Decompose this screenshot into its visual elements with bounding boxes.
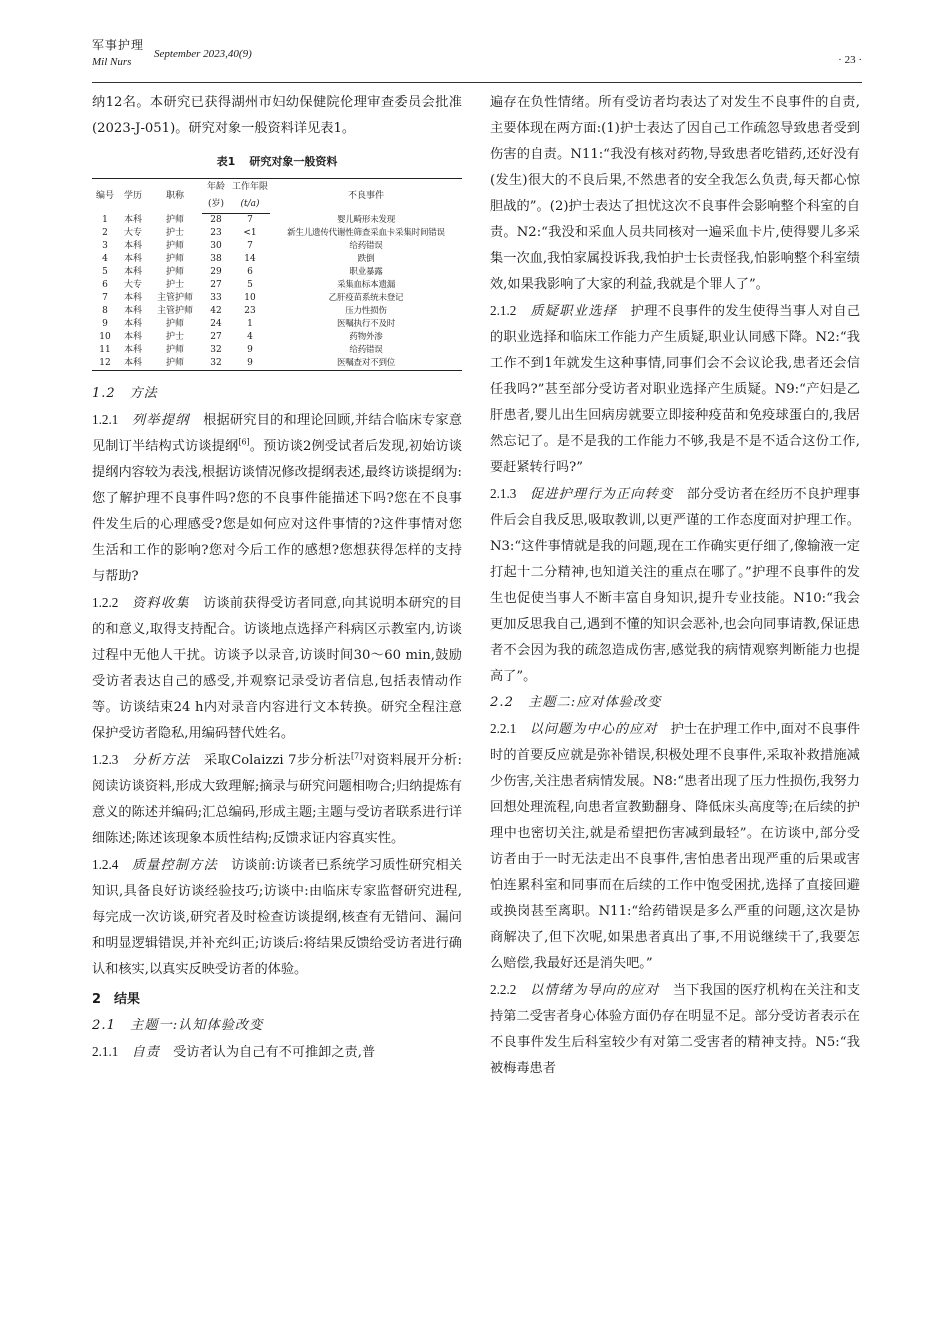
table-row — [92, 344, 462, 357]
cell-no: 6 — [102, 280, 108, 290]
table-title: 研究对象一般资料 — [249, 155, 338, 168]
cell-event: 婴儿畸形未发现 — [336, 214, 396, 225]
cell-years: 7 — [247, 215, 253, 225]
cell-years: 9 — [230, 357, 270, 371]
cell-title: 护师 — [165, 319, 184, 329]
cell-no: 2 — [102, 228, 108, 238]
col-header-edu: 学历 — [118, 179, 148, 214]
cell-edu: 大专 — [123, 228, 142, 238]
cell-age: 33 — [210, 293, 222, 303]
section-2-1-1: 2.1.1 自责 受访者认为自己有不可推卸之责,普 — [92, 1044, 376, 1060]
section-2-1-2-title: 质疑职业选择 — [530, 304, 618, 319]
subjects-table — [92, 178, 462, 371]
cell-years: 9 — [247, 345, 253, 355]
heading-2: 2 结果 — [92, 992, 141, 1007]
cell-no: 5 — [102, 267, 108, 277]
section-1-2-2-title: 资料收集 — [132, 596, 190, 611]
table-row — [92, 240, 462, 253]
col-header-no: 编号 — [92, 179, 118, 214]
cell-event: 职业暴露 — [349, 267, 383, 277]
table-row — [92, 253, 462, 266]
col-header-age-unit: (岁) — [202, 196, 230, 214]
cell-event: 给药错误 — [349, 345, 383, 355]
cell-years: 6 — [247, 267, 253, 277]
section-2-1-2: 2.1.2 质疑职业选择 护理不良事件的发生使得当事人对自己的职业选择和临床工作能力产生质疑,职业认同感下降。N2:“我工作不到1年就发生这种事情,同事们会不会议论我,患者还会信任我吗?”甚至部分受访者对职业选择产生质疑。N9:“产妇是乙肝患者,婴儿出生回病房就要立即接种疫苗和免疫球蛋白的,我居然忘记了。是不是我的工作能力不够,我是不是不适合这份工作,要赶紧转行吗?” — [490, 303, 861, 475]
cell-no: 1 — [102, 214, 108, 225]
section-2-1-1-title: 自责 — [131, 1045, 160, 1060]
cell-edu: 本科 — [123, 241, 142, 251]
section-2-1-3-title: 促进护理行为正向转变 — [529, 487, 674, 502]
cell-age: 27 — [210, 280, 222, 290]
cell-edu: 本科 — [123, 345, 142, 355]
cell-age: 23 — [210, 228, 222, 238]
cell-title: 主管护师 — [156, 306, 193, 316]
cell-title: 护士 — [165, 332, 184, 342]
cell-event: 跌倒 — [357, 254, 375, 264]
cell-no: 9 — [102, 319, 108, 329]
citation-6: [6] — [238, 437, 250, 447]
table-row — [92, 331, 462, 344]
issue-info: September 2023,40(9) — [154, 48, 252, 60]
intro-paragraph: 纳12名。本研究已获得湖州市妇幼保健院伦理审查委员会批准(2023-J-051)。研究对象一般资料详见表1。 — [92, 95, 462, 136]
cell-no: 3 — [102, 241, 108, 251]
cell-title: 护士 — [165, 228, 184, 238]
cell-no: 11 — [99, 345, 111, 355]
left-column — [92, 90, 462, 1066]
cell-edu: 本科 — [123, 293, 142, 303]
cell-edu: 大专 — [123, 280, 142, 290]
col-header-years: 工作年限 — [230, 179, 270, 197]
header-rule — [92, 82, 862, 83]
cell-edu: 本科 — [123, 267, 142, 277]
cell-edu: 本科 — [118, 357, 148, 371]
citation-7: [7] — [351, 751, 363, 761]
cell-edu: 本科 — [123, 254, 142, 264]
right-column — [490, 90, 860, 1082]
table-1 — [92, 154, 462, 371]
cell-event: 给药错误 — [349, 241, 383, 251]
cell-age: 29 — [210, 267, 222, 277]
cell-years: 23 — [244, 306, 256, 316]
cell-years: 1 — [247, 319, 253, 329]
section-2-2-1-title: 以问题为中心的应对 — [529, 722, 658, 737]
cell-years: 14 — [244, 254, 256, 264]
cell-title: 护士 — [165, 280, 184, 290]
section-1-2-4-title: 质量控制方法 — [131, 858, 218, 873]
cell-title: 护师 — [165, 267, 184, 277]
cell-age: 32 — [202, 357, 230, 371]
cell-event: 医嘱查对不到位 — [270, 357, 462, 371]
cell-event: 压力性损伤 — [345, 306, 387, 316]
cell-years: 5 — [247, 280, 253, 290]
cell-title: 护师 — [148, 357, 202, 371]
col-header-title: 职称 — [148, 179, 202, 214]
table-row — [92, 318, 462, 331]
cell-title: 护师 — [165, 241, 184, 251]
cell-edu: 本科 — [123, 214, 142, 225]
cell-edu: 本科 — [123, 306, 142, 316]
section-2-1-3: 2.1.3 促进护理行为正向转变 部分受访者在经历不良护理事件后会自我反思,吸取教训,以更严谨的工作态度面对护理工作。N3:“这件事情就是我的问题,现在工作确实更仔细了,像输液一定打起十二分精神,也知道关注的重点在哪了。”护理不良事件的发生也促使当事人不断丰富自身知识,提升专业技能。N10:“我会更加反思我自己,遇到不懂的知识会恶补,也会向同事请教,保证患者不会因为我的疏忽造成伤害,感觉我的病情观察判断能力也提高了”。 — [490, 486, 861, 684]
cell-no: 4 — [102, 254, 108, 264]
section-1-2-3-title: 分析方法 — [132, 753, 191, 768]
cell-event: 采集血标本遗漏 — [336, 280, 396, 290]
cell-years: 4 — [247, 332, 253, 342]
table-label: 表1 — [216, 155, 236, 168]
section-1-2-1: 1.2.1 列举提纲 根据研究目的和理论回顾,并结合临床专家意见制订半结构式访谈提纲[6]。预访谈2例受试者后发现,初始访谈提纲内容较为表浅,根据访谈情况修改提纲表述,最终访谈提纲为:您了解护理不良事件吗?您的不良事件能描述下吗?您在不良事件发生后的心理感受?您是如何应对这件事情的?这件事情对您生活和工作的影响?您对今后工作的感想?您想获得怎样的支持与帮助? — [92, 412, 463, 584]
section-1-2-2: 1.2.2 资料收集 访谈前获得受访者同意,向其说明本研究的目的和意义,取得支持配合。访谈地点选择产科病区示教室内,访谈过程中无他人干扰。访谈予以录音,访谈时间30～60 min,鼓励受访者表达自己的感受,并观察记录受访者信息,包括表情动作等。访谈结束24 h内对录音内容进行文本转换。研究全程注意保护受访者隐私,用编码替代姓名。 — [92, 595, 463, 741]
section-2-2-2-title: 以情绪为导向的应对 — [529, 983, 660, 998]
cell-years: 10 — [244, 293, 256, 303]
section-1-2-1-title: 列举提纲 — [132, 413, 190, 428]
cell-title: 主管护师 — [156, 293, 193, 303]
cell-event: 乙肝疫苗系统未登记 — [328, 293, 404, 303]
table-row — [92, 214, 462, 228]
cell-event: 新生儿遗传代谢性筛查采血卡采集时间错误 — [287, 228, 445, 238]
cell-title: 护师 — [165, 345, 184, 355]
col-header-event: 不良事件 — [270, 179, 462, 214]
table-row — [92, 292, 462, 305]
section-1-2-3: 1.2.3 分析方法 采取Colaizzi 7步分析法[7]对资料展开分析:阅读访谈资料,形成大致理解;摘录与研究问题相吻合;归纳提炼有意义的陈述并编码;汇总编码,形成主题;主题与受访者联系进行详细陈述;陈述该现象本质性结构;反馈求证内容真实性。 — [92, 751, 462, 846]
journal-title-en: Mil Nurs — [92, 56, 132, 68]
cell-age: 42 — [210, 306, 222, 316]
cell-title: 护师 — [165, 214, 184, 225]
cell-title: 护师 — [165, 254, 184, 264]
heading-2-2: 2.2 主题二:应对体验改变 — [490, 695, 662, 710]
cell-age: 30 — [210, 241, 222, 251]
cell-event: 药物外渗 — [349, 332, 383, 342]
section-2-2-2: 2.2.2 以情绪为导向的应对 当下我国的医疗机构在关注和支持第二受害者身心体验方面仍存在明显不足。部分受访者表示在不良事件发生后科室较少有对第二受害者的精神支持。N5:“我被梅毒患者 — [490, 982, 861, 1076]
cell-no: 8 — [102, 306, 108, 316]
journal-title-cn: 军事护理 — [92, 38, 145, 52]
cell-no: 7 — [102, 293, 108, 303]
cell-event: 医嘱执行不及时 — [336, 319, 396, 329]
cell-years: <1 — [243, 228, 257, 238]
cell-edu: 本科 — [123, 319, 142, 329]
cell-age: 28 — [210, 215, 222, 225]
table-row — [92, 305, 462, 318]
heading-2-1: 2.1 主题一:认知体验改变 — [92, 1018, 264, 1033]
table-row — [92, 279, 462, 292]
page-header — [92, 36, 862, 76]
table-caption — [92, 154, 462, 170]
section-2-1-1-continued: 遍存在负性情绪。所有受访者均表达了对发生不良事件的自责,主要体现在两方面:(1)护士表达了因自己工作疏忽导致患者受到伤害的自责。N11:“我没有核对药物,导致患者吃错药,还好没有(发生)很大的不良后果,不然患者的安全我怎么负责,每天都心惊胆战的”。(2)护士表达了担忧这次不良事件会影响整个科室的自责。N2:“我没和采血人员共同核对一遍采血卡片,使得婴儿多采集一次血,我怕家属投诉我,我怕护士长责怪我,怕影响整个科室绩效,如果我影响了大家的利益,我就是个罪人了”。 — [490, 95, 860, 292]
section-2-2-1: 2.2.1 以问题为中心的应对 护士在护理工作中,面对不良事件时的首要反应就是弥补错误,积极处理不良事件,采取补救措施减少伤害,关注患者病情发展。N8:“患者出现了压力性损伤,我努力回想处理流程,向患者宣教勤翻身、降低床头高度等;在后续的护理中也密切关注,就是希望把伤害减到最轻”。在访谈中,部分受访者由于一时无法走出不良事件,害怕患者出现严重的后果或害怕连累科室和同事而在后续的工作中饱受困扰,选择了直接回避或换岗甚至离职。N11:“给药错误是多么严重的问题,这次是协商解决了,但下次呢,如果患者真出了事,不用说继续干了,我要怎么赔偿,我最好还是消失吧。” — [490, 721, 861, 971]
cell-no: 12 — [92, 357, 118, 371]
cell-age: 27 — [210, 332, 222, 342]
cell-edu: 本科 — [123, 332, 142, 342]
page-number: · 23 · — [838, 54, 862, 66]
cell-years: 7 — [247, 241, 253, 251]
col-header-years-unit: (t/a) — [230, 196, 270, 214]
cell-age: 38 — [210, 254, 222, 264]
cell-age: 32 — [210, 345, 222, 355]
table-row — [92, 266, 462, 279]
table-row — [92, 227, 462, 240]
section-1-2-4: 1.2.4 质量控制方法 访谈前:访谈者已系统学习质性研究相关知识,具备良好访谈经验技巧;访谈中:由临床专家监督研究进程,每完成一次访谈,研究者及时检查访谈提纲,核查有无错问、漏问和明显逻辑错误,并补充纠正;访谈后:将结果反馈给受访者进行确认和核实,以真实反映受访者的体验。 — [92, 857, 463, 977]
cell-no: 10 — [99, 332, 111, 342]
heading-1-2: 1.2 方法 — [92, 386, 158, 401]
col-header-age: 年龄 — [202, 179, 230, 197]
cell-age: 24 — [210, 319, 222, 329]
table-row — [92, 357, 462, 371]
